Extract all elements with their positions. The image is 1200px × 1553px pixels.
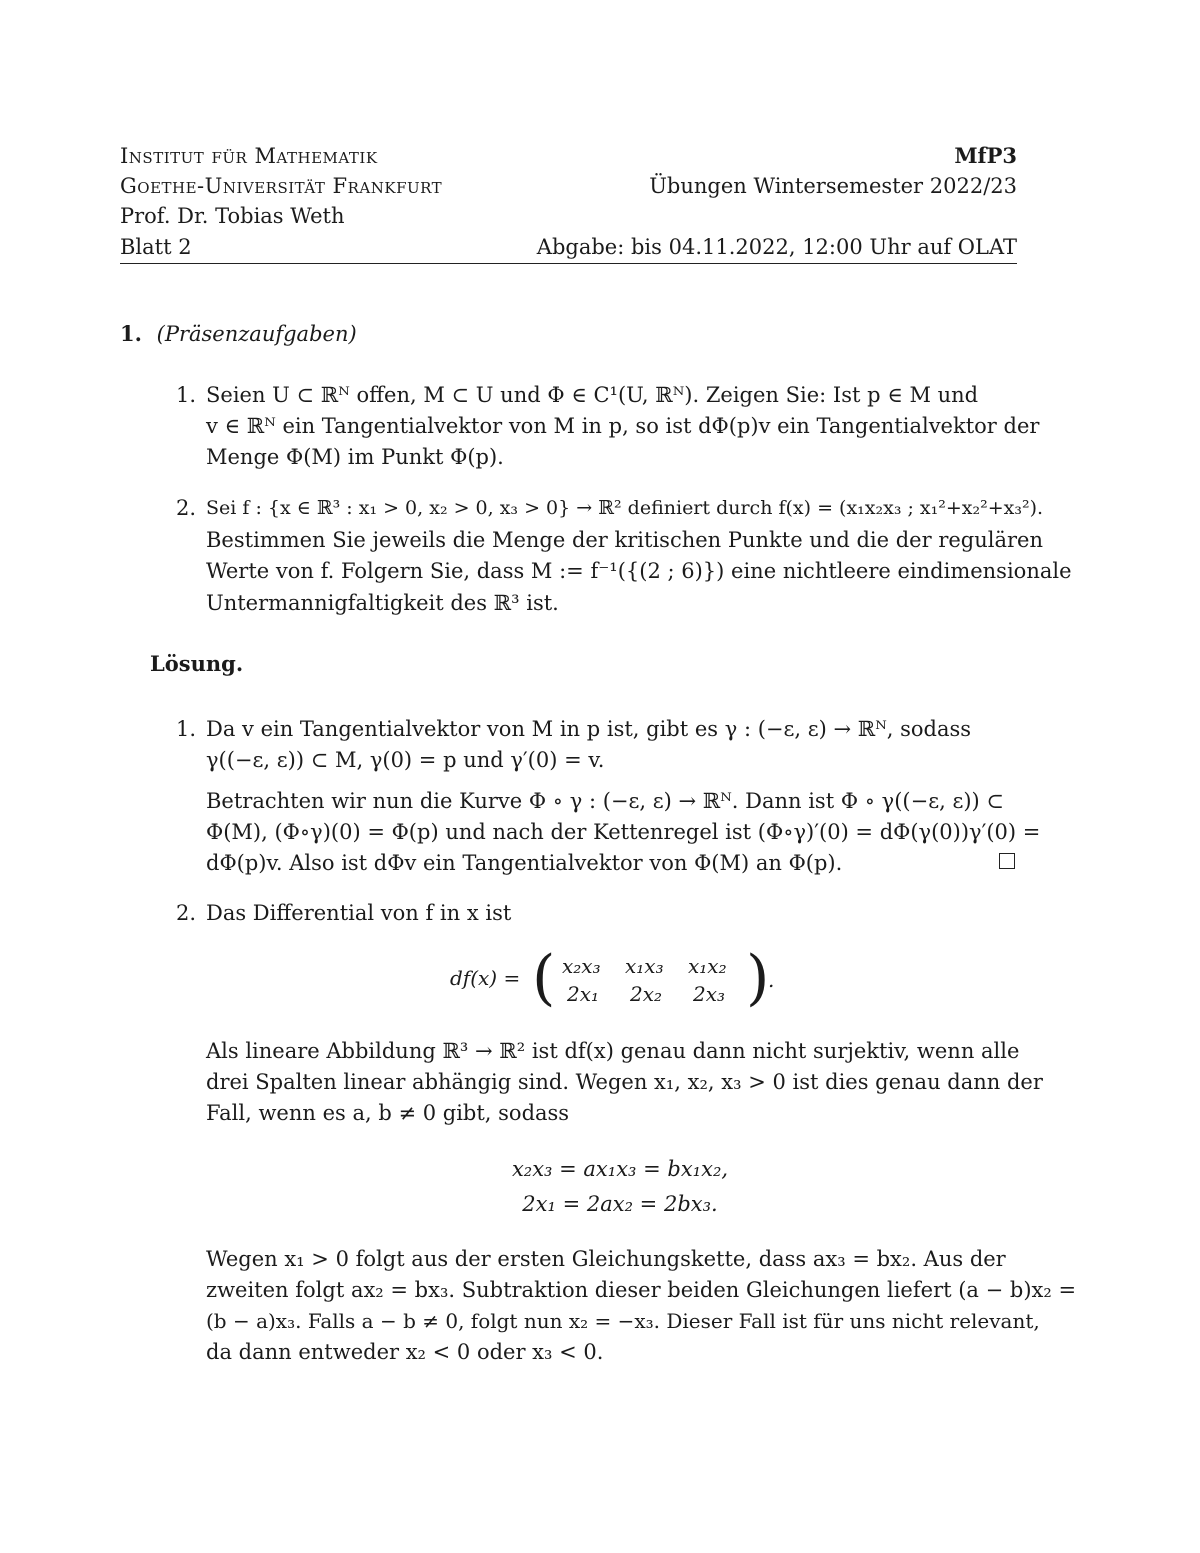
task-1-line-1: Seien U ⊂ ℝᴺ offen, M ⊂ U und Φ ∈ C¹(U, ℝᴺ). Zeigen Sie: Ist p ∈ M und (206, 383, 979, 407)
course-code: MfP3 (954, 143, 1017, 168)
section-number: 1. (120, 321, 142, 346)
qed-square-icon (999, 853, 1015, 869)
task-2-line-2: Bestimmen Sie jeweils die Menge der kritischen Punkte und die der regulären (206, 528, 1043, 552)
sheet-number: Blatt 2 (120, 235, 192, 259)
task-2-line-1: Sei f : {x ∈ ℝ³ : x₁ > 0, x₂ > 0, x₃ > 0} → ℝ² definiert durch f(x) = (x₁x₂x₃ ; x₁²+x₂²+x₃²). (206, 497, 1044, 519)
solution-2-line-a1: Als lineare Abbildung ℝ³ → ℝ² ist df(x) genau dann nicht surjektiv, wenn alle (206, 1039, 1020, 1063)
solution-2-intro: Das Differential von f in x ist (206, 901, 512, 925)
institute-name: Institut für Mathematik (120, 144, 378, 168)
solution-2-line-a2: drei Spalten linear abhängig sind. Wegen x₁, x₂, x₃ > 0 ist dies genau dann der (206, 1070, 1043, 1094)
equation-2: 2x₁ = 2ax₂ = 2bx₃. (522, 1192, 718, 1216)
task-2-number: 2. (176, 496, 197, 520)
solution-2-line-a3: Fall, wenn es a, b ≠ 0 gibt, sodass (206, 1101, 570, 1125)
solution-1-line-3: Betrachten wir nun die Kurve Φ ∘ γ : (−ε, ε) → ℝᴺ. Dann ist Φ ∘ γ((−ε, ε)) ⊂ (206, 789, 1004, 813)
matrix-lhs: df(x) = (450, 966, 521, 990)
solution-1-number: 1. (176, 717, 197, 741)
header-divider (120, 263, 1017, 264)
university-name: Goethe-Universität Frankfurt (120, 174, 443, 198)
solution-heading: Lösung. (150, 651, 244, 676)
matrix-period: . (768, 968, 775, 992)
task-1-line-3: Menge Φ(M) im Punkt Φ(p). (206, 445, 504, 469)
matrix-cell-r1c2: x₁x₃ (625, 954, 664, 978)
deadline-text: Abgabe: bis 04.11.2022, 12:00 Uhr auf OLAT (536, 235, 1017, 259)
matrix-cell-r1c3: x₁x₂ (688, 954, 727, 978)
task-1-line-2: v ∈ ℝᴺ ein Tangentialvektor von M in p, so ist dΦ(p)v ein Tangentialvektor der (206, 414, 1040, 438)
matrix-cell-r1c1: x₂x₃ (562, 954, 601, 978)
header-row-3 (120, 202, 1017, 230)
matrix-cell-r2c1: 2x₁ (567, 982, 600, 1006)
right-paren-icon: ) (746, 943, 770, 1013)
solution-2-line-b4: da dann entweder x₂ < 0 oder x₃ < 0. (206, 1340, 604, 1364)
section-title: (Präsenzaufgaben) (156, 322, 357, 346)
left-paren-icon: ( (532, 943, 556, 1013)
section-heading (120, 320, 357, 348)
solution-2-number: 2. (176, 901, 197, 925)
matrix-cell-r2c2: 2x₂ (630, 982, 663, 1006)
solution-1-line-4: Φ(M), (Φ∘γ)(0) = Φ(p) und nach der Kettenregel ist (Φ∘γ)′(0) = dΦ(γ(0))γ′(0) = (206, 820, 1041, 844)
solution-2-line-b1: Wegen x₁ > 0 folgt aus der ersten Gleichungskette, dass ax₃ = bx₂. Aus der (206, 1247, 1006, 1271)
solution-1-line-2: γ((−ε, ε)) ⊂ M, γ(0) = p und γ′(0) = v. (206, 748, 605, 772)
solution-2-line-b3: (b − a)x₃. Falls a − b ≠ 0, folgt nun x₂ = −x₃. Dieser Fall ist für uns nicht relevant, (206, 1309, 1040, 1333)
equation-1: x₂x₃ = ax₁x₃ = bx₁x₂, (511, 1157, 729, 1181)
solution-2-line-b2: zweiten folgt ax₂ = bx₃. Subtraktion dieser beiden Gleichungen liefert (a − b)x₂ = (206, 1278, 1077, 1302)
semester-label: Übungen Wintersemester 2022/23 (649, 174, 1017, 198)
task-2-line-4: Untermannigfaltigkeit des ℝ³ ist. (206, 591, 559, 615)
task-2-line-3: Werte von f. Folgern Sie, dass M := f⁻¹({(2 ; 6)}) eine nichtleere eindimensionale (206, 559, 1072, 583)
solution-1-line-5: dΦ(p)v. Also ist dΦv ein Tangentialvektor von Φ(M) an Φ(p). (206, 851, 843, 875)
header-row-2 (120, 172, 1017, 200)
task-1-number: 1. (176, 383, 197, 407)
header-row-1 (120, 142, 1017, 170)
matrix-cell-r2c3: 2x₃ (693, 982, 726, 1006)
differential-matrix (450, 943, 780, 1013)
professor-name: Prof. Dr. Tobias Weth (120, 204, 345, 228)
solution-1-line-1: Da v ein Tangentialvektor von M in p ist, gibt es γ : (−ε, ε) → ℝᴺ, sodass (206, 717, 972, 741)
header-row-4 (120, 233, 1017, 261)
